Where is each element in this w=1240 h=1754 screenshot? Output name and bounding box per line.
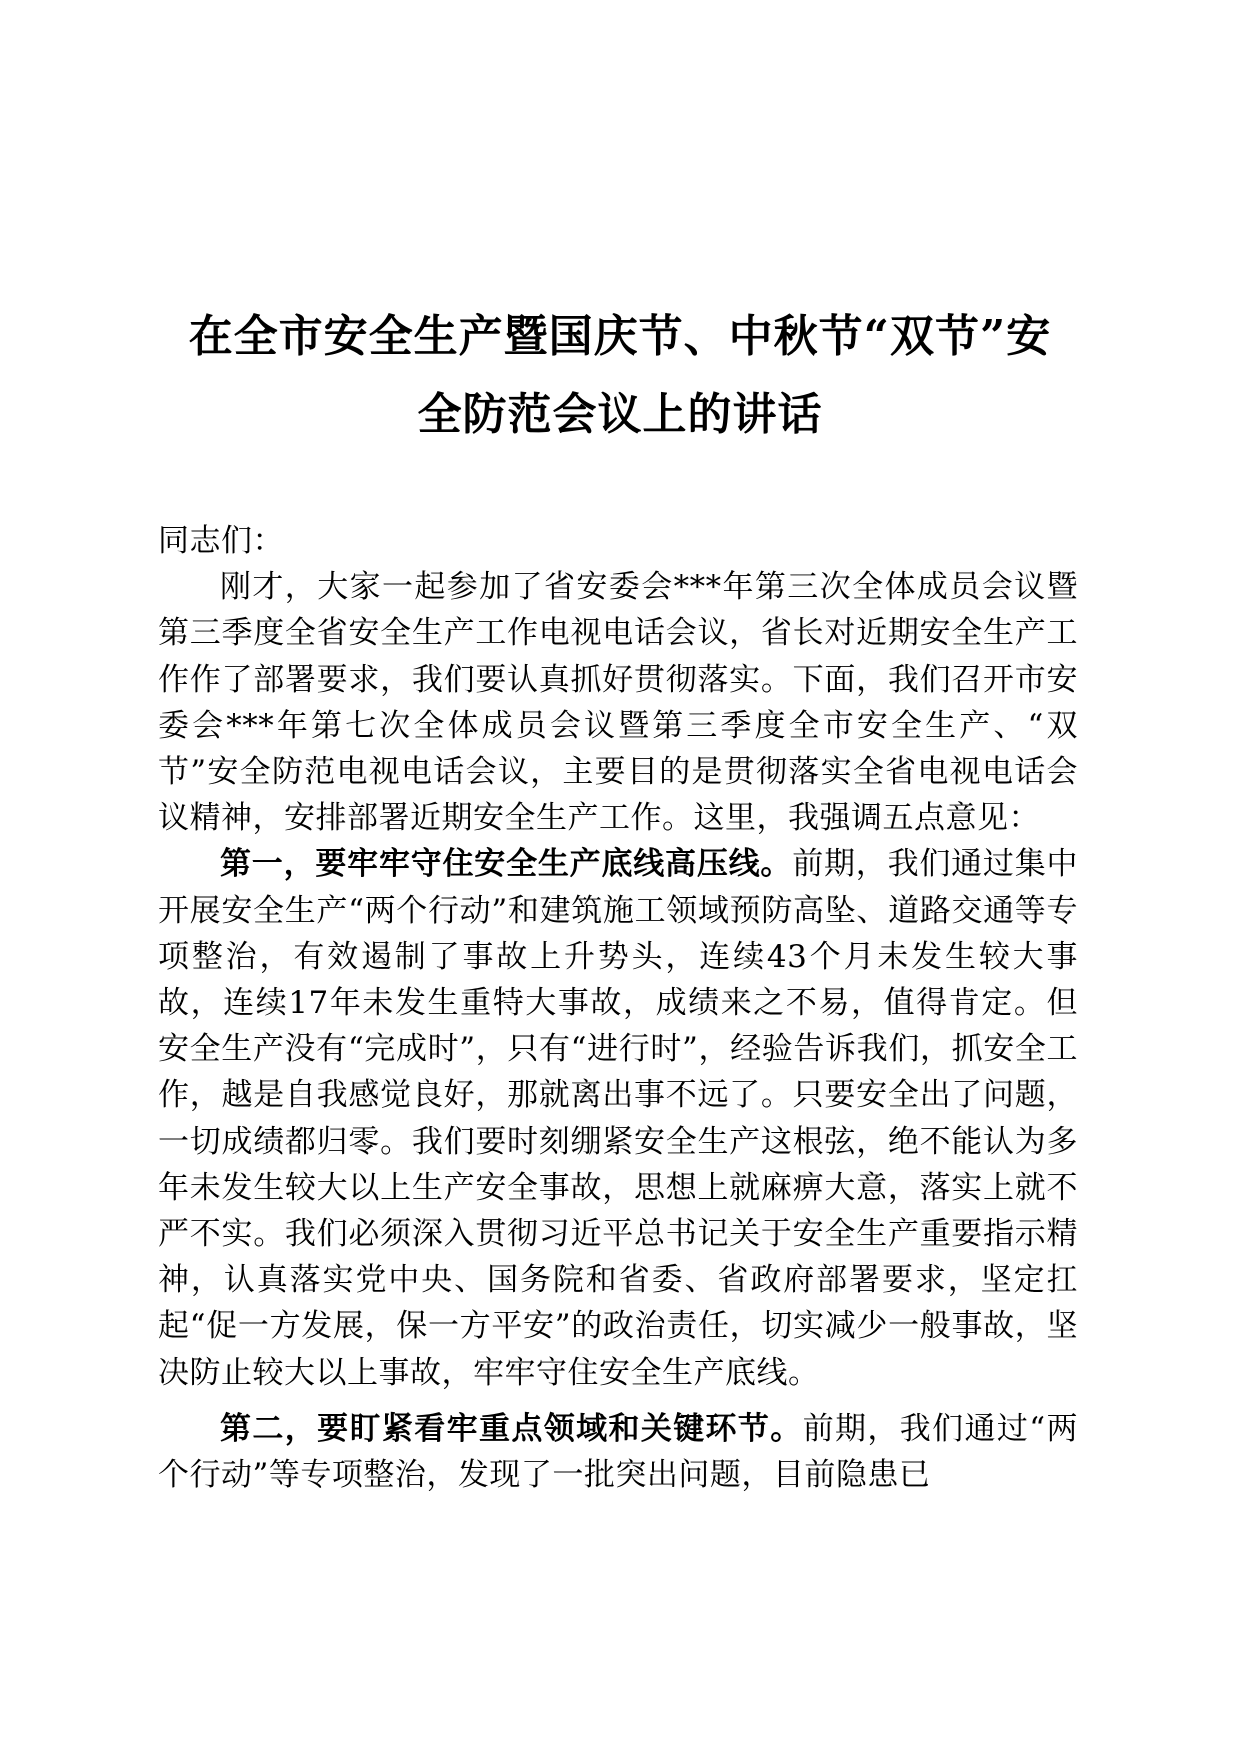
point-2-text: 前期，我们通过“两个行动”等专项整治，发现了一批突出问题，目前隐患已 <box>158 1410 1079 1494</box>
point-2-paragraph <box>158 1406 1078 1498</box>
intro-paragraph: 刚才，大家一起参加了省安委会***年第三次全体成员会议暨第三季度全省安全生产工作电视电话会议，省长对近期安全生产工作作了部署要求，我们要认真抓好贯彻落实。下面，我们召开市安委会***年第七次全体成员会议暨第三季度全市安全生产、“双节”安全防范电视电话会议，主要目的是贯彻落实全省电视电话会议精神，安排部署近期安全生产工作。这里，我强调五点意见： <box>158 569 1078 837</box>
title-line-2: 全防范会议上的讲话 <box>417 389 823 440</box>
document-title <box>150 298 1090 454</box>
document-body <box>158 518 1078 1498</box>
point-2-heading: 第二，要盯紧看牢重点领域和关键环节。 <box>220 1410 803 1447</box>
point-1-text: 前期，我们通过集中开展安全生产“两个行动”和建筑施工领域预防高坠、道路交通等专项整治，有效遏制了事故上升势头，连续43个月未发生较大事故，连续17年未发生重特大事故，成绩来之不易，值得肯定。但安全生产没有“完成时”，只有“进行时”，经验告诉我们，抓安全工作，越是自我感觉良好，那就离出事不远了。只要安全出了问题，一切成绩都归零。我们要时刻绷紧安全生产这根弦，绝不能认为多年未发生较大以上生产安全事故，思想上就麻痹大意，落实上就不严不实。我们必须深入贯彻习近平总书记关于安全生产重要指示精神，认真落实党中央、国务院和省委、省政府部署要求，坚定扛起“促一方发展，保一方平安”的政治责任，切实减少一般事故，坚决防止较大以上事故，牢牢守住安全生产底线。 <box>158 846 1079 1391</box>
greeting: 同志们： <box>158 523 284 559</box>
point-1-heading: 第一，要牢牢守住安全生产底线高压线。 <box>220 846 793 883</box>
point-1-paragraph <box>158 841 1078 1395</box>
title-line-1: 在全市安全生产暨国庆节、中秋节“双节”安 <box>188 311 1052 362</box>
